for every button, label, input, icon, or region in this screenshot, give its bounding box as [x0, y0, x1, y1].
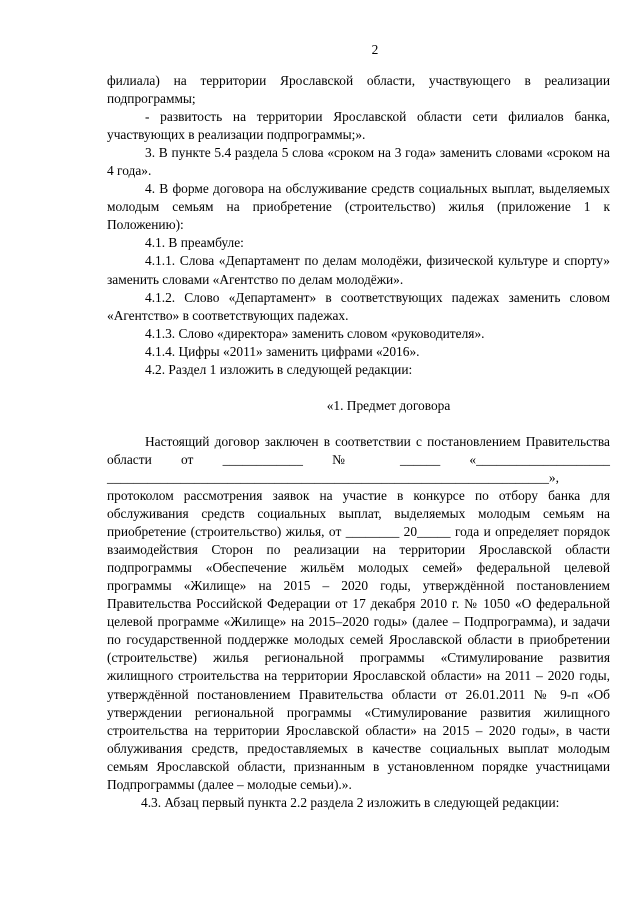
paragraph-item-4-1-3: 4.1.3. Слово «директора» заменить словом «руководителя».	[145, 325, 485, 341]
paragraph-item-4-1-1: 4.1.1. Слова «Департамент по делам молодёжи, физической культуре и спорту» заменить словами «Агентство по делам молодёжи».	[107, 253, 610, 287]
document-body	[107, 72, 610, 812]
paragraph-item-4-3: 4.3. Абзац первый пункта 2.2 раздела 2 изложить в следующей редакции:	[141, 794, 560, 810]
paragraph-branch-network: - развитость на территории Ярославской области сети филиалов банка, участвующих в реализации подпрограммы;».	[107, 109, 610, 143]
paragraph-contract-subject: Настоящий договор заключен в соответствии с постановлением Правительства области от ____________ № ______ «____________________ __________________________________________________________________», протоколом рассмотрения заявок на участие в конкурсе по отбору банка для обслуживания средств социальных выплат, выделяемых молодым семьям на приобретение (строительство) жилья, от ________ 20_____ года и определяет порядок взаимодействия Сторон по реализации на территории Ярославской области подпрограммы «Обеспечение жильём молодых семей» федеральной целевой программы «Жилище» на 2015 – 2020 годы, утверждённой постановлением Правительства Российской Федерации от 17 декабря 2010 г. № 1050 «О федеральной целевой программе «Жилище» на 2015–2020 годы» (далее – Подпрограмма), и задачи по государственной поддержке молодых семей Ярославской области в приобретении (строительстве) жилья региональной программы «Стимулирование развития жилищного строительства на территории Ярославской области» на 2011 – 2020 годы, утверждённой постановлением Правительства области от 26.01.2011 № 9-п «Об утверждении региональной программы «Стимулирование развития жилищного строительства на территории Ярославской области» на 2015 – 2020 годы», в части облуживания средств, предоставляемых в качестве социальных выплат молодым семьям Ярославской области, признанным в установленном порядке участницами Подпрограммы (далее – молодые семьи).».	[107, 433, 610, 792]
paragraph-item-4-1-4: 4.1.4. Цифры «2011» заменить цифрами «2016».	[145, 343, 420, 359]
paragraph-item-4-1-2: 4.1.2. Слово «Департамент» в соответствующих падежах заменить словом «Агентство» в соответствующих падежах.	[107, 289, 610, 323]
paragraph-branch-continuation: филиала) на территории Ярославской области, участвующего в реализации подпрограммы;	[107, 73, 610, 107]
paragraph-item-4: 4. В форме договора на обслуживание средств социальных выплат, выделяемых молодым семьям на приобретение (строительство) жилья (приложение 1 к Положению):	[107, 181, 610, 233]
paragraph-item-4-2: 4.2. Раздел 1 изложить в следующей редакции:	[145, 361, 413, 377]
page-number: 2	[371, 42, 379, 57]
paragraph-item-3: 3. В пункте 5.4 раздела 5 слова «сроком на 3 года» заменить словами «сроком на 4 года».	[107, 145, 610, 179]
paragraph-item-4-1: 4.1. В преамбуле:	[145, 235, 244, 251]
section-heading: «1. Предмет договора	[326, 397, 451, 413]
